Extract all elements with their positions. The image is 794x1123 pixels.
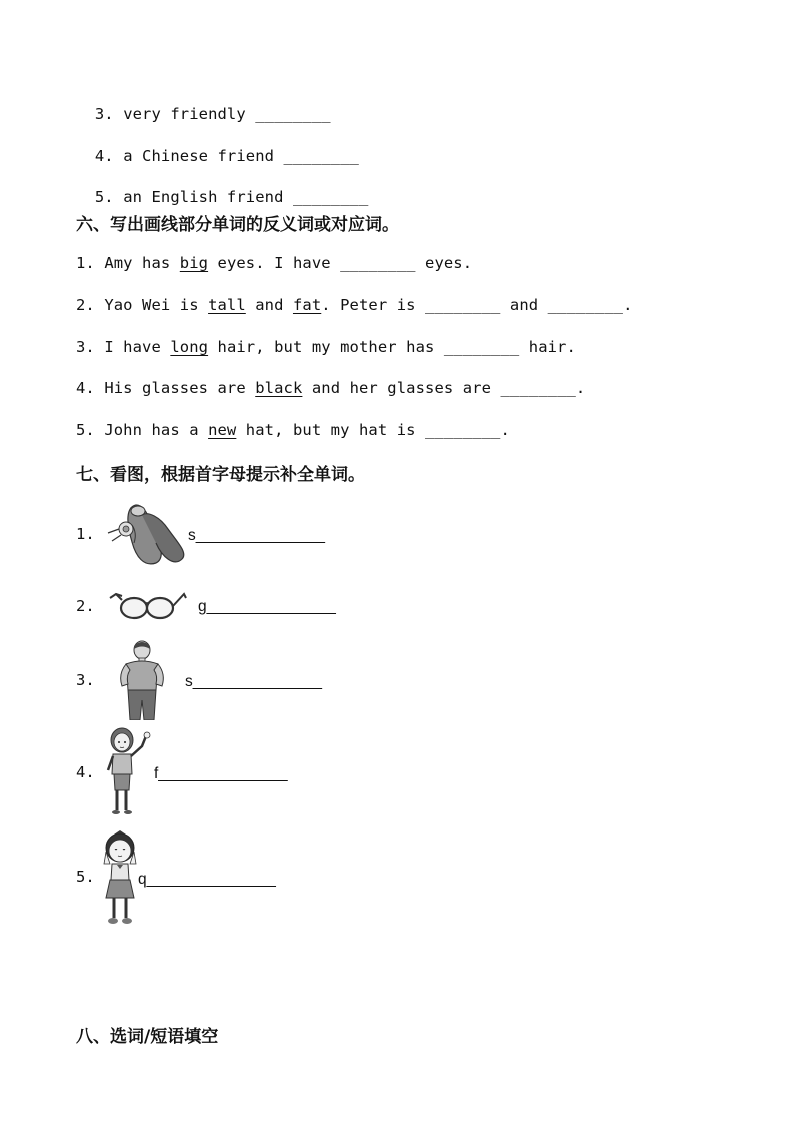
underlined-word: fat: [292, 296, 322, 314]
item-number: 2.: [76, 597, 95, 615]
exercise-line: [76, 87, 331, 123]
text: I have: [104, 338, 171, 356]
text: hat, but my hat is ________.: [236, 421, 510, 439]
answer-blank[interactable]: f_______________: [154, 765, 288, 782]
item-text: very friendly ________: [123, 105, 331, 123]
exercise-line: [76, 129, 359, 165]
exercise-line: [76, 170, 368, 206]
glasses-icon: [108, 588, 188, 628]
exercise-line: [76, 254, 472, 272]
text: . Peter is ________ and ________.: [321, 296, 633, 314]
ballet-shoes-icon: [106, 497, 188, 573]
item-number: 4.: [94, 147, 114, 165]
item-number: 4.: [76, 763, 95, 781]
item-number: 5.: [94, 188, 114, 206]
exercise-line: [76, 379, 585, 397]
answer-blank[interactable]: q_______________: [138, 871, 276, 888]
text: hair, but my mother has ________ hair.: [208, 338, 576, 356]
text: John has a: [104, 421, 209, 439]
text: eyes. I have ________ eyes.: [208, 254, 473, 272]
answer-blank[interactable]: s_______________: [185, 673, 323, 690]
underlined-word: big: [179, 254, 209, 272]
underlined-word: tall: [208, 296, 246, 314]
text: His glasses are: [104, 379, 256, 397]
exercise-line: [76, 421, 510, 439]
item-number: 3.: [94, 105, 114, 123]
exercise-line: [76, 296, 633, 314]
item-number: 4.: [76, 379, 95, 397]
section-heading: 八、选词/短语填空: [76, 1027, 219, 1047]
underlined-word: long: [170, 338, 209, 356]
section-heading: 七、看图，根据首字母提示补全单词。: [76, 465, 365, 485]
item-number: 3.: [76, 338, 95, 356]
item-number: 3.: [76, 671, 95, 689]
item-text: a Chinese friend ________: [123, 147, 359, 165]
text: and her glasses are ________.: [302, 379, 586, 397]
item-number: 5.: [76, 421, 95, 439]
item-number: 1.: [76, 525, 95, 543]
answer-blank[interactable]: g_______________: [198, 598, 336, 615]
text: Yao Wei is: [104, 296, 209, 314]
item-number: 1.: [76, 254, 95, 272]
section-heading: 六、写出画线部分单词的反义词或对应词。: [76, 215, 399, 235]
answer-blank[interactable]: s_______________: [188, 527, 326, 544]
text: and: [245, 296, 293, 314]
underlined-word: new: [208, 421, 237, 439]
item-number: 5.: [76, 868, 95, 886]
waving-girl-icon: [104, 726, 154, 820]
item-text: an English friend ________: [123, 188, 369, 206]
underlined-word: black: [255, 379, 303, 397]
strong-man-icon: [116, 640, 168, 724]
exercise-line: [76, 338, 576, 356]
text: Amy has: [104, 254, 180, 272]
quiet-girl-icon: [100, 828, 142, 930]
item-number: 2.: [76, 296, 95, 314]
